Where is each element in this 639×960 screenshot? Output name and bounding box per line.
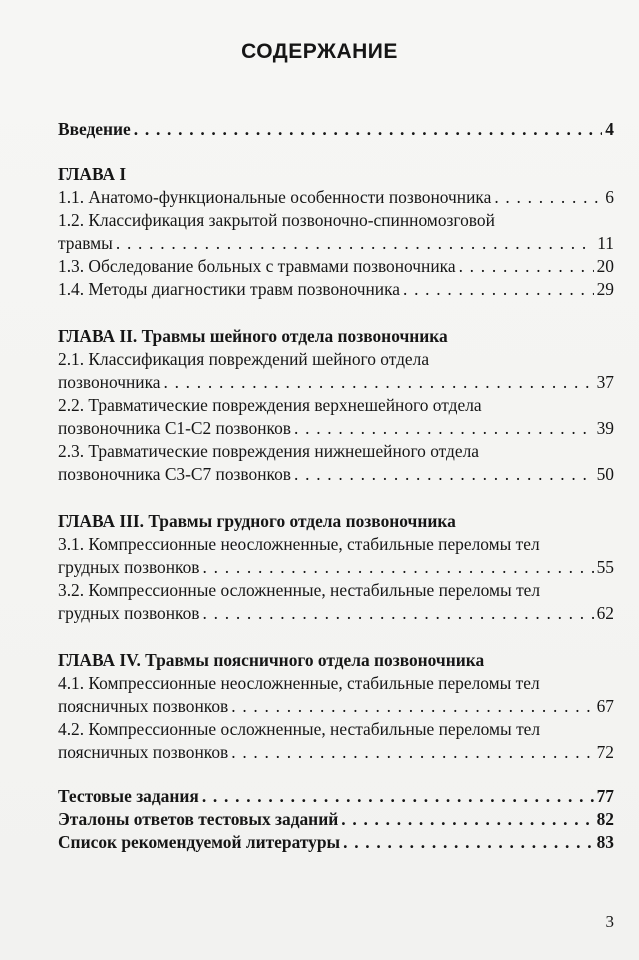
- toc-entry-4-1: [58, 672, 614, 718]
- toc-page-number: 50: [596, 464, 614, 484]
- dot-leader: [163, 371, 593, 394]
- toc-entry-answer-keys: [58, 808, 614, 831]
- dot-leader: [294, 463, 594, 486]
- toc-entry-1-2: [58, 209, 614, 255]
- toc-entry-label: позвоночника: [58, 372, 161, 392]
- toc-entry-label: позвоночника C3-C7 позвонков: [58, 464, 291, 484]
- dot-leader: [494, 186, 602, 209]
- dot-leader: [116, 232, 594, 255]
- toc-page-number: 37: [596, 372, 614, 392]
- toc-page-number: 20: [596, 256, 614, 276]
- toc-entry-label: грудных позвонков: [58, 557, 200, 577]
- chapter-heading-3: ГЛАВА III. Травмы грудного отдела позвоночника: [58, 511, 456, 531]
- toc-entry-2-2: [58, 394, 614, 440]
- toc-entry-1-1: [58, 186, 614, 209]
- toc-entry-label: 1.1. Анатомо-функциональные особенности позвоночника: [58, 187, 492, 207]
- page-title: СОДЕРЖАНИЕ: [241, 40, 398, 63]
- toc-page-number: 29: [596, 279, 614, 299]
- toc-entry-first-line: 3.1. Компрессионные неосложненные, стабильные переломы тел: [58, 534, 540, 554]
- dot-leader: [203, 602, 594, 625]
- dot-leader: [294, 417, 594, 440]
- toc-page-number: 83: [596, 832, 614, 852]
- toc-page-number: 62: [596, 603, 614, 623]
- toc-entry-label: Список рекомендуемой литературы: [58, 832, 341, 852]
- toc-page-number: 72: [596, 742, 614, 762]
- toc-page-number: 82: [596, 809, 614, 829]
- chapter-heading-2: ГЛАВА II. Травмы шейного отдела позвоночника: [58, 326, 448, 346]
- toc-entry-first-line: 1.2. Классификация закрытой позвоночно-спинномозговой: [58, 210, 495, 230]
- dot-leader: [203, 556, 594, 579]
- toc-entry-3-2: [58, 579, 614, 625]
- toc-entry-label: поясничных позвонков: [58, 742, 229, 762]
- dot-leader: [341, 808, 593, 831]
- dot-leader: [343, 831, 594, 854]
- toc-entry-first-line: 2.3. Травматические повреждения нижнешейного отдела: [58, 441, 480, 461]
- toc-entry-label: 1.4. Методы диагностики травм позвоночника: [58, 279, 400, 299]
- toc-entry-references: [58, 831, 614, 854]
- toc-page-number: 77: [596, 786, 614, 806]
- toc-entry-1-3: [58, 255, 614, 278]
- table-of-contents: [58, 118, 614, 854]
- dot-leader: [134, 118, 603, 141]
- toc-entry-2-1: [58, 348, 614, 394]
- toc-page-number: 55: [596, 557, 614, 577]
- toc-entry-2-3: [58, 440, 614, 486]
- toc-entry-test-tasks: [58, 785, 614, 808]
- toc-entry-label: Тестовые задания: [58, 786, 199, 806]
- toc-entry-3-1: [58, 533, 614, 579]
- toc-entry-first-line: 4.1. Компрессионные неосложненные, стабильные переломы тел: [58, 673, 540, 693]
- dot-leader: [202, 785, 594, 808]
- toc-entry-1-4: [58, 278, 614, 301]
- toc-page-number: 6: [605, 187, 614, 207]
- toc-entry-first-line: 2.2. Травматические повреждения верхнешейного отдела: [58, 395, 482, 415]
- dot-leader: [403, 278, 594, 301]
- toc-entry-label: Введение: [58, 119, 131, 139]
- toc-entry-first-line: 4.2. Компрессионные осложненные, нестабильные переломы тел: [58, 719, 541, 739]
- chapter-heading-1: ГЛАВА I: [58, 164, 127, 184]
- toc-entry-label: позвоночника C1-C2 позвонков: [58, 418, 291, 438]
- toc-entry-label: Эталоны ответов тестовых заданий: [58, 809, 339, 829]
- toc-page-number: 4: [605, 119, 614, 139]
- toc-page-number: 11: [597, 233, 614, 253]
- toc-entry-first-line: 2.1. Классификация повреждений шейного отдела: [58, 349, 430, 369]
- chapter-heading-4: ГЛАВА IV. Травмы поясничного отдела позвоночника: [58, 650, 485, 670]
- page-number: 3: [605, 912, 614, 931]
- toc-entry-first-line: 3.2. Компрессионные осложненные, нестабильные переломы тел: [58, 580, 541, 600]
- toc-page-number: 39: [596, 418, 614, 438]
- dot-leader: [459, 255, 594, 278]
- dot-leader: [231, 741, 593, 764]
- toc-entry-label: грудных позвонков: [58, 603, 200, 623]
- toc-entry-label: поясничных позвонков: [58, 696, 229, 716]
- toc-entry-4-2: [58, 718, 614, 764]
- toc-entry-introduction: [58, 118, 614, 141]
- toc-entry-label: травмы: [58, 233, 113, 253]
- toc-entry-label: 1.3. Обследование больных с травмами позвоночника: [58, 256, 456, 276]
- dot-leader: [231, 695, 593, 718]
- toc-page-number: 67: [596, 696, 614, 716]
